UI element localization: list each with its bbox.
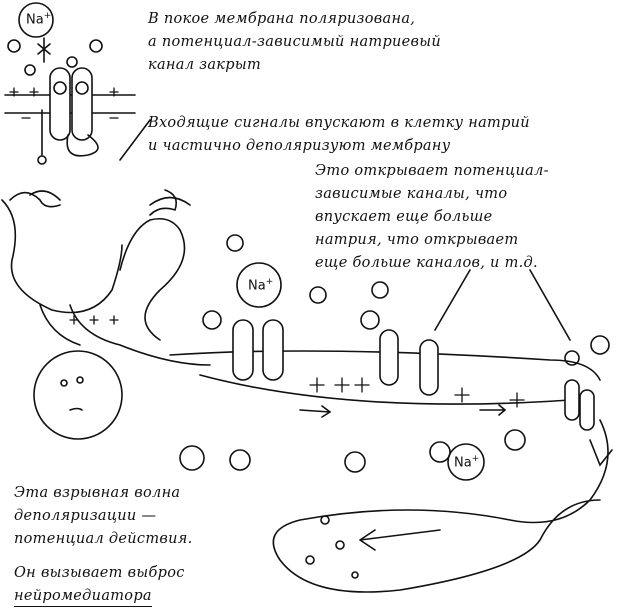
note-line: еще больше каналов, и т.д. — [315, 255, 538, 271]
note-line: натрия, что открывает — [315, 232, 519, 248]
note-line: потенциал действия. — [14, 531, 193, 547]
note-line: нейромедиатора — [14, 586, 152, 607]
dendritic-tree — [2, 190, 210, 439]
note-line: а потенциал-зависимый натриевый — [148, 34, 442, 50]
resting-channel — [5, 3, 135, 164]
note-line: Это открывает потенциал- — [315, 163, 549, 179]
axon — [170, 351, 612, 592]
note-line: Входящие сигналы впускают в клетку натрий — [148, 115, 530, 131]
release-note — [14, 562, 185, 608]
opening-note — [315, 160, 549, 275]
note-line: деполяризации — — [14, 508, 157, 524]
wave-note — [14, 482, 193, 551]
note-line: впускает еще больше — [315, 209, 493, 225]
resting-note — [148, 8, 441, 77]
incoming-note — [148, 112, 530, 158]
sodium-ion-label: Na+ — [248, 277, 274, 294]
note-line: и частично деполяризуют мембрану — [148, 138, 451, 154]
sodium-ion-label: Na+ — [454, 454, 480, 471]
note-line: В покое мембрана поляризована, — [148, 11, 416, 27]
sodium-ion-label: Na+ — [26, 11, 52, 28]
note-line: Он вызывает выброс — [14, 565, 185, 581]
note-line: канал закрыт — [148, 57, 261, 73]
note-line: Эта взрывная волна — [14, 485, 181, 501]
note-line: зависимые каналы, что — [315, 186, 508, 202]
